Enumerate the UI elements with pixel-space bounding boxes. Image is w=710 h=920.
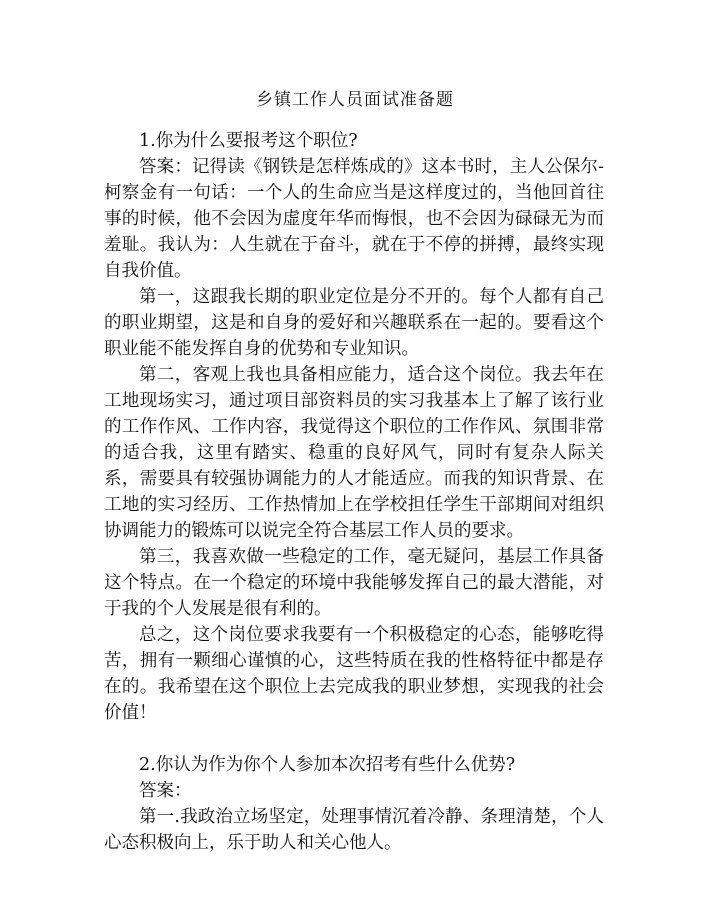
- answer-2-label: 答案：: [139, 781, 192, 801]
- answer-1: 答案：记得读《钢铁是怎样炼成的》这本书时，主人公保尔-柯察金有一句话：一个人的生命应当是这样度过的，当他回首往事的时候，他不会因为虚度年华而悔恨，也不会因为碌碌无为而羞耻。我认为：人生就在于奋斗，就在于不停的拼搏，最终实现自我价值。: [104, 157, 604, 281]
- question-2: 2.你认为作为你个人参加本次招考有些什么优势?: [139, 755, 516, 775]
- answer-1-summary: 总之，这个岗位要求我要有一个积极稳定的心态，能够吃得苦，拥有一颗细心谨慎的心，这些特质在我的性格特征中都是存在的。我希望在这个职位上去完成我的职业梦想，实现我的社会价值！: [104, 625, 604, 723]
- document-body: [104, 128, 604, 856]
- answer-2-point-1: 第一.我政治立场坚定，处理事情沉着冷静、条理清楚，个人心态积极向上，乐于助人和关心他人。: [104, 807, 604, 853]
- answer-1-point-3: 第三，我喜欢做一些稳定的工作，毫无疑问，基层工作具备这个特点。在一个稳定的环境中我能够发挥自己的最大潜能，对于我的个人发展是很有利的。: [104, 547, 604, 619]
- question-1: 1.你为什么要报考这个职位?: [139, 131, 358, 151]
- paragraph-gap: [104, 726, 604, 752]
- answer-1-point-2: 第二，客观上我也具备相应能力，适合这个岗位。我去年在工地现场实习，通过项目部资料员的实习我基本上了解了该行业的工作作风、工作内容，我觉得这个职位的工作作风、氛围非常的适合我，这里有踏实、稳重的良好风气，同时有复杂人际关系，需要具有较强协调能力的人才能适应。而我的知识背景、在工地的实习经历、工作热情加上在学校担任学生干部期间对组织协调能力的锻炼可以说完全符合基层工作人员的要求。: [104, 365, 604, 541]
- document-title: 乡镇工作人员面试准备题: [256, 90, 454, 110]
- answer-1-point-1: 第一，这跟我长期的职业定位是分不开的。每个人都有自己的职业期望，这是和自身的爱好和兴趣联系在一起的。要看这个职业能不能发挥自身的优势和专业知识。: [104, 287, 604, 359]
